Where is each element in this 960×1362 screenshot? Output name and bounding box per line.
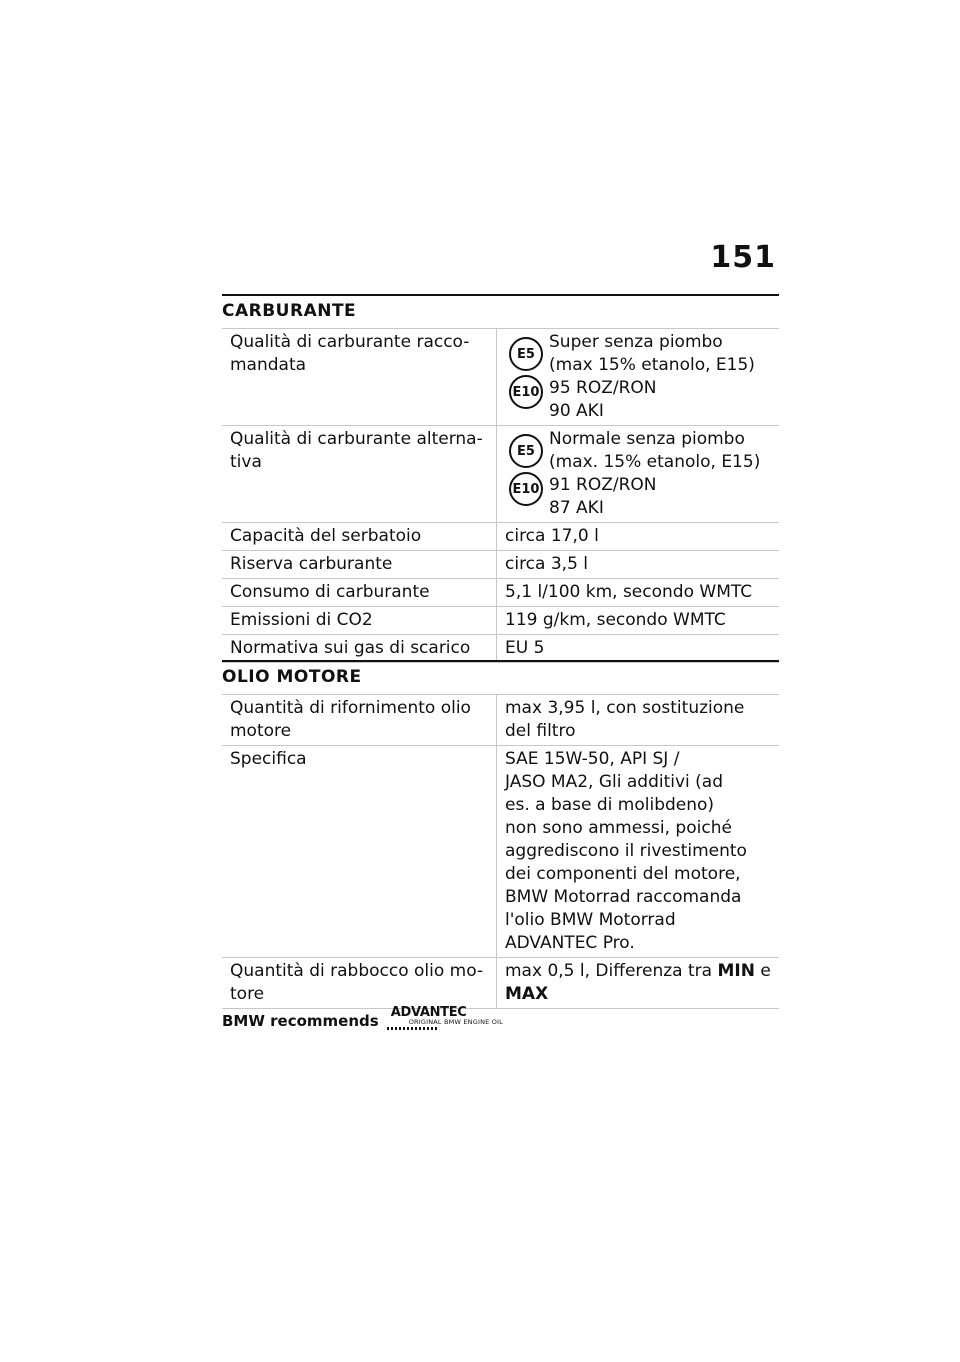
value-line: Super senza piombo	[549, 332, 723, 352]
advantec-logo	[387, 1006, 503, 1030]
label-line: Qualità di carburante alterna-	[230, 429, 483, 449]
emission-standard-value: EU 5	[497, 635, 780, 663]
co2-emissions-label: Emissioni di CO2	[222, 607, 497, 635]
recommends-text: BMW recommends	[222, 1011, 379, 1030]
fuel-consumption-value: 5,1 l/100 km, secondo WMTC	[497, 579, 780, 607]
oil-quantity-label	[222, 695, 497, 746]
table-row	[222, 746, 779, 958]
oil-section-title: OLIO MOTORE	[222, 667, 362, 687]
label-line: Quantità di rabbocco olio mo-	[230, 961, 484, 981]
oil-topup-value	[497, 958, 780, 1009]
label-line: mandata	[230, 355, 307, 375]
value-line: dei componenti del motore,	[505, 864, 741, 884]
fuel-section-title: CARBURANTE	[222, 301, 357, 321]
value-line: 91 ROZ/RON	[549, 475, 657, 495]
tank-capacity-value: circa 17,0 l	[497, 523, 780, 551]
table-row	[222, 426, 779, 523]
e5-fuel-icon: E5	[509, 337, 543, 371]
fuel-reserve-value: circa 3,5 l	[497, 551, 780, 579]
section-rule	[222, 660, 779, 662]
fuel-reserve-label: Riserva carburante	[222, 551, 497, 579]
tank-capacity-label: Capacità del serbatoio	[222, 523, 497, 551]
recommended-fuel-value	[497, 329, 780, 426]
oil-spec-label: Specifica	[222, 746, 497, 958]
value-line: es. a base di molibdeno)	[505, 795, 715, 815]
value-line: 87 AKI	[549, 498, 604, 518]
e10-fuel-icon: E10	[509, 472, 543, 506]
value-line: max 3,95 l, con sostituzione	[505, 698, 745, 718]
oil-spec-table	[222, 694, 779, 1009]
alternative-fuel-value	[497, 426, 780, 523]
value-line: (max. 15% etanolo, E15)	[549, 452, 761, 472]
section-rule	[222, 294, 779, 296]
table-row	[222, 551, 779, 579]
value-line: 95 ROZ/RON	[549, 378, 657, 398]
advantec-logo-bar	[387, 1027, 437, 1030]
label-line: motore	[230, 721, 292, 741]
label-line: tore	[230, 984, 265, 1004]
value-line: ADVANTEC Pro.	[505, 933, 635, 953]
max-marker: MAX	[505, 984, 549, 1004]
advantec-logo-name: ADVANTEC	[390, 1005, 467, 1020]
bmw-recommends	[222, 1006, 503, 1030]
value-line: 90 AKI	[549, 401, 604, 421]
advantec-logo-subtitle: ORIGINAL BMW ENGINE OIL	[408, 1018, 503, 1026]
e10-fuel-icon: E10	[509, 375, 543, 409]
table-row	[222, 695, 779, 746]
value-line: del filtro	[505, 721, 576, 741]
fuel-spec-table	[222, 328, 779, 663]
value-line: SAE 15W-50, API SJ /	[505, 749, 680, 769]
alternative-fuel-label	[222, 426, 497, 523]
page-number: 151	[710, 240, 776, 275]
min-marker: MIN	[717, 961, 755, 981]
value-line: (max 15% etanolo, E15)	[549, 355, 755, 375]
value-line: non sono ammessi, poiché	[505, 818, 732, 838]
e5-fuel-icon: E5	[509, 434, 543, 468]
value-line: aggrediscono il rivestimento	[505, 841, 747, 861]
oil-spec-value	[497, 746, 780, 958]
fuel-section	[222, 294, 779, 663]
co2-emissions-value: 119 g/km, secondo WMTC	[497, 607, 780, 635]
emission-standard-label: Normativa sui gas di scarico	[222, 635, 497, 663]
oil-topup-label	[222, 958, 497, 1009]
value-text: max 0,5 l, Differenza tra	[505, 961, 718, 981]
table-row	[222, 523, 779, 551]
table-row	[222, 329, 779, 426]
table-row	[222, 579, 779, 607]
value-line: Normale senza piombo	[549, 429, 745, 449]
value-line: JASO MA2, Gli additivi (ad	[505, 772, 724, 792]
table-row	[222, 635, 779, 663]
value-line: l'olio BMW Motorrad	[505, 910, 676, 930]
label-line: Qualità di carburante racco-	[230, 332, 470, 352]
value-text: e	[754, 961, 771, 981]
oil-section	[222, 660, 779, 1009]
label-line: Quantità di rifornimento olio	[230, 698, 471, 718]
value-line: BMW Motorrad raccomanda	[505, 887, 742, 907]
recommended-fuel-label	[222, 329, 497, 426]
fuel-consumption-label: Consumo di carburante	[222, 579, 497, 607]
label-line: tiva	[230, 452, 262, 472]
table-row	[222, 958, 779, 1009]
oil-quantity-value	[497, 695, 780, 746]
table-row	[222, 607, 779, 635]
